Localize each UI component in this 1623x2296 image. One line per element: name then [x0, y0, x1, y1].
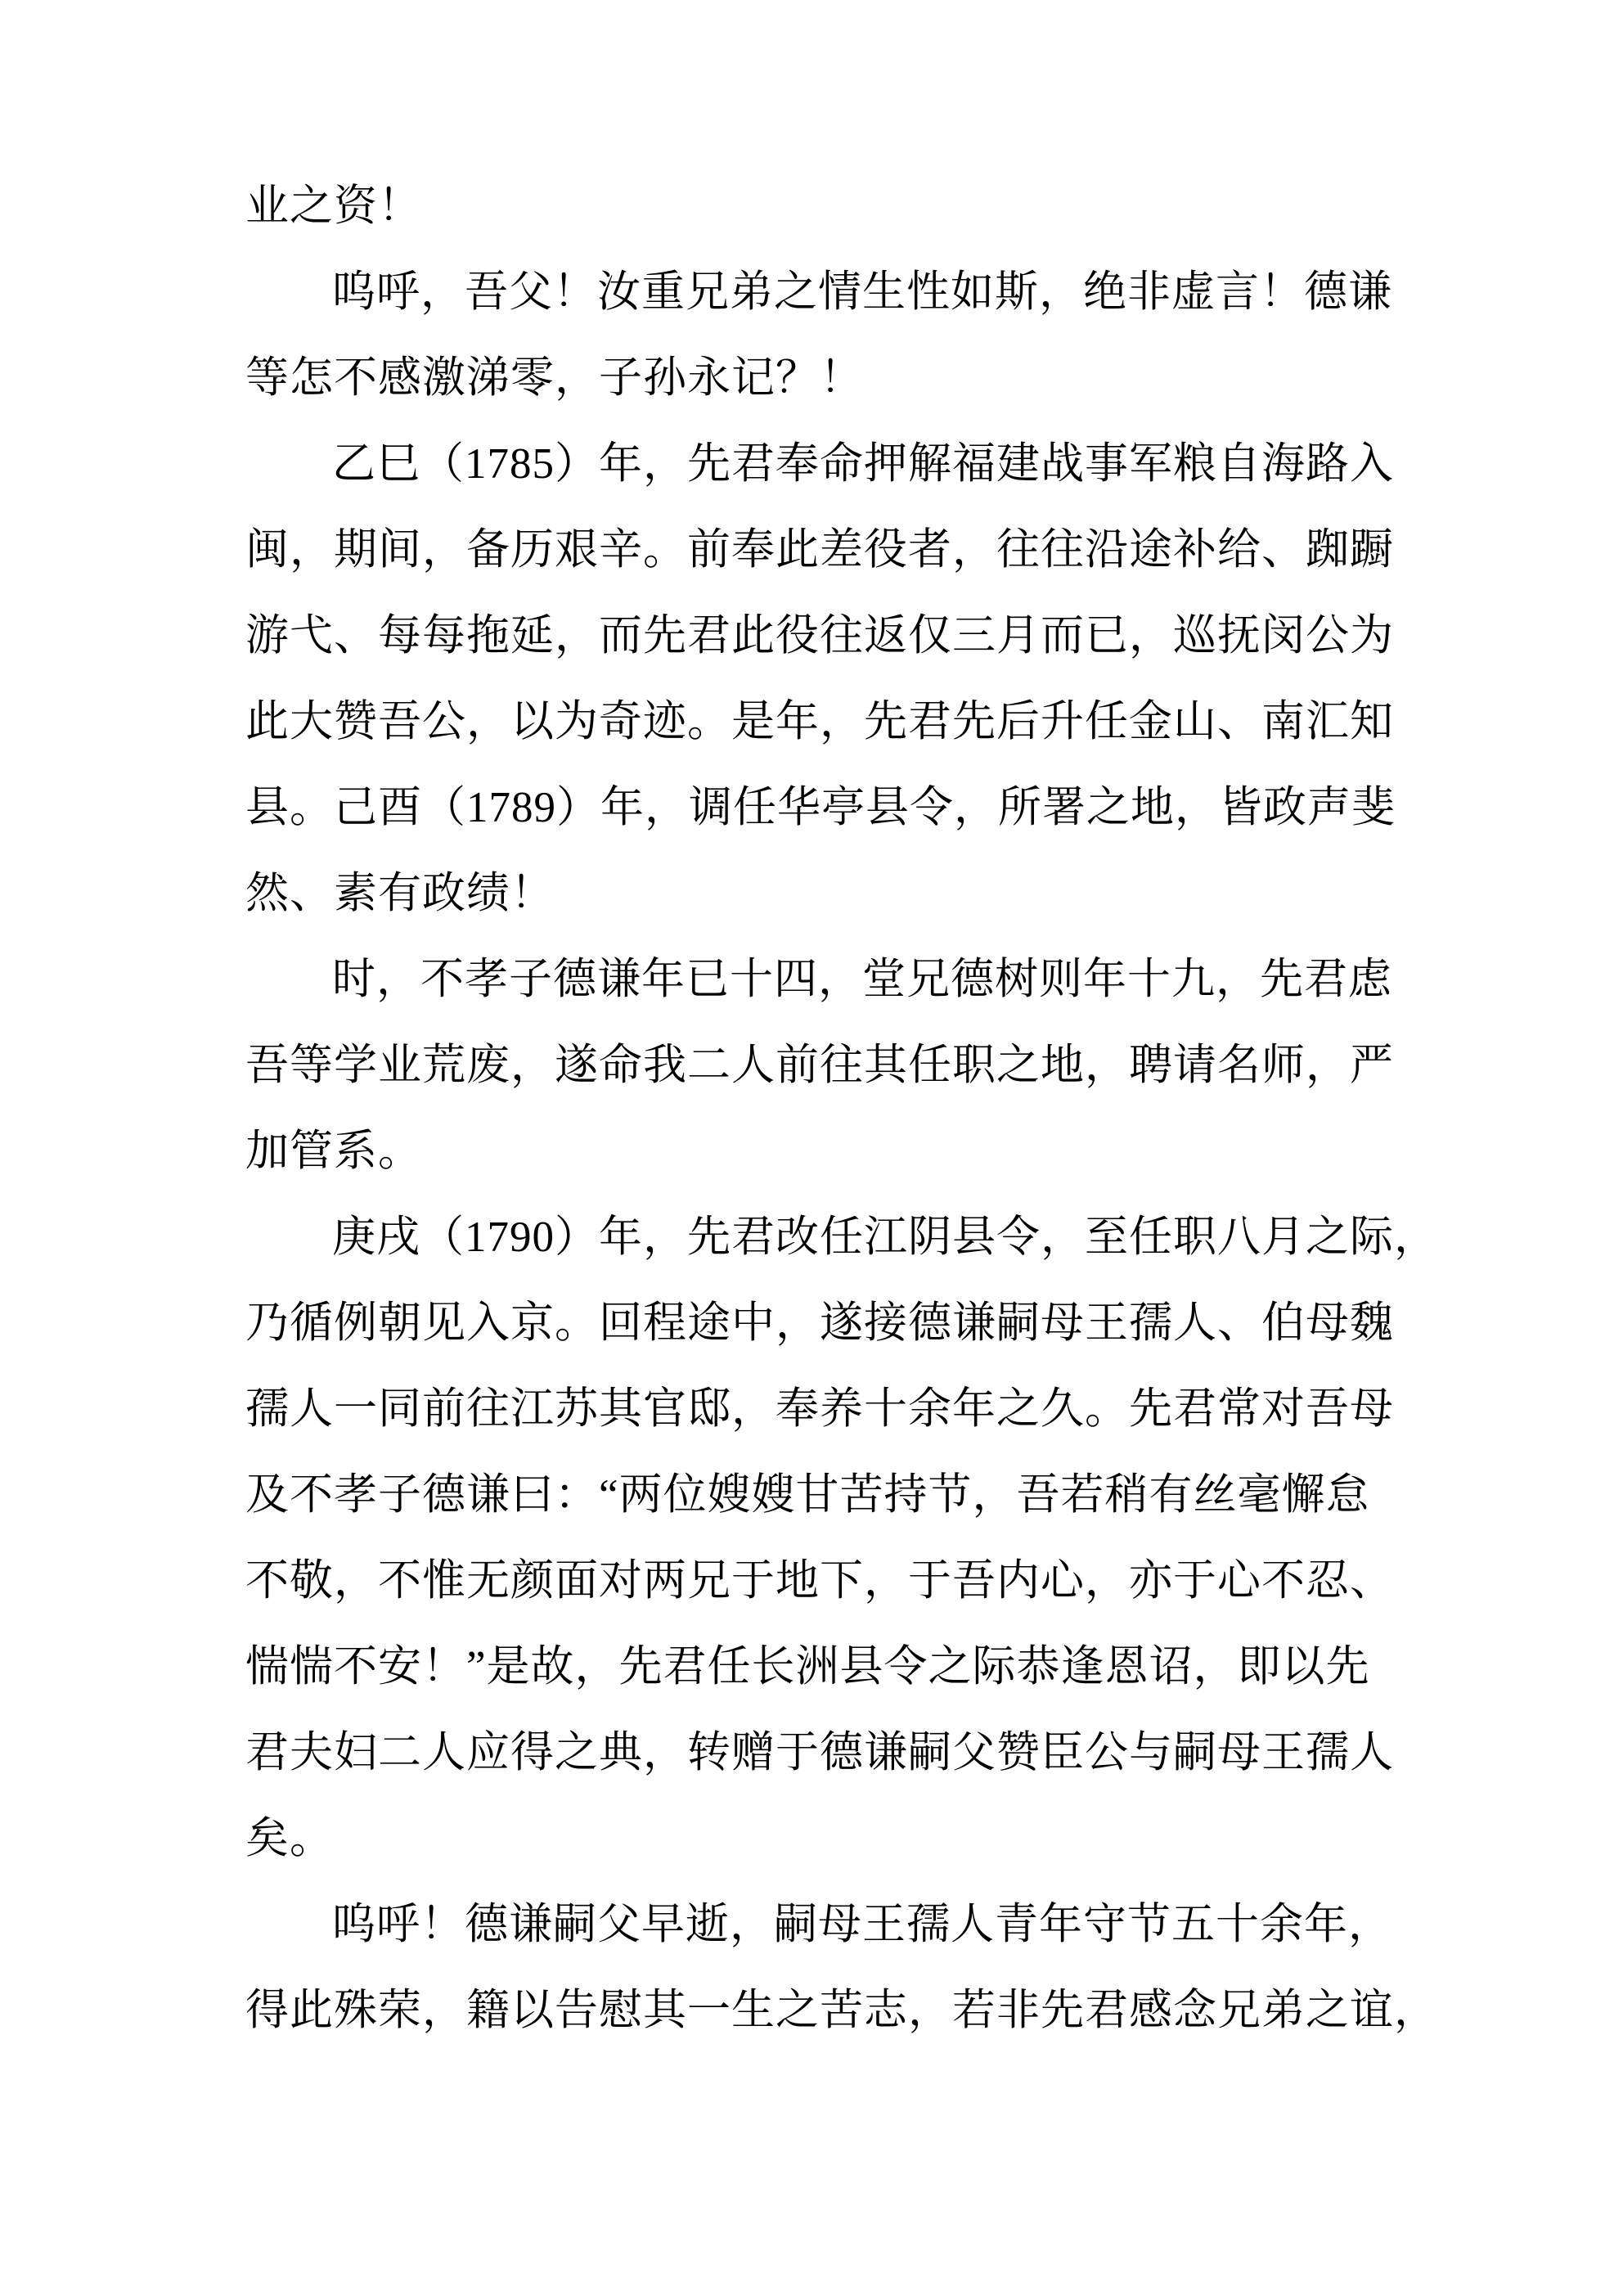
text-line: 呜呼！德谦嗣父早逝，嗣母王孺人青年守节五十余年，: [332, 1901, 1392, 1948]
text-line: 矣。: [245, 1815, 334, 1862]
text-line: 此大赞吾公，以为奇迹。是年，先君先后升任金山、南汇知: [245, 698, 1394, 745]
text-line: 得此殊荣，籍以告慰其一生之苦志，若非先君感念兄弟之谊，: [245, 1987, 1438, 2034]
text-line: 游弋、每每拖延，而先君此役往返仅三月而已，巡抚闵公为: [245, 612, 1394, 660]
text-line: 加管系。: [245, 1128, 422, 1175]
document-body-text: [245, 164, 1456, 2054]
text-line: 及不孝子德谦曰：“两位嫂嫂甘苦持节，吾若稍有丝毫懈怠: [245, 1471, 1370, 1519]
text-line: 然、素有政绩！: [245, 870, 555, 917]
text-line: 庚戌（1790）年，先君改任江阴县令，至任职八月之际，: [332, 1213, 1438, 1261]
text-line: 县。己酉（1789）年，调任华亭县令，所署之地，皆政声斐: [245, 784, 1396, 831]
text-line: 乃循例朝见入京。回程途中，遂接德谦嗣母王孺人、伯母魏: [245, 1299, 1394, 1347]
text-line: 孺人一同前往江苏其官邸，奉养十余年之久。先君常对吾母: [245, 1385, 1394, 1433]
text-line: 不敬，不惟无颜面对两兄于地下，于吾内心，亦于心不忍、: [245, 1557, 1394, 1605]
text-line: 时，不孝子德谦年已十四，堂兄德树则年十九，先君虑: [332, 956, 1392, 1003]
text-line: 呜呼，吾父！汝重兄弟之情生性如斯，绝非虚言！德谦: [332, 268, 1392, 316]
text-line: 惴惴不安！”是故，先君任长洲县令之际恭逢恩诏，即以先: [245, 1643, 1370, 1690]
text-line: 吾等学业荒废，遂命我二人前往其任职之地，聘请名师，严: [245, 1042, 1394, 1089]
text-line: 乙巳（1785）年，先君奉命押解福建战事军粮自海路入: [332, 440, 1394, 488]
text-line: 闽，期间，备历艰辛。前奉此差役者，往往沿途补给、踟蹰: [245, 526, 1394, 574]
text-line: 业之资！: [245, 182, 422, 230]
text-line: 等怎不感激涕零，子孙永记？！: [245, 354, 864, 402]
text-line: 君夫妇二人应得之典，转赠于德谦嗣父赞臣公与嗣母王孺人: [245, 1729, 1394, 1776]
